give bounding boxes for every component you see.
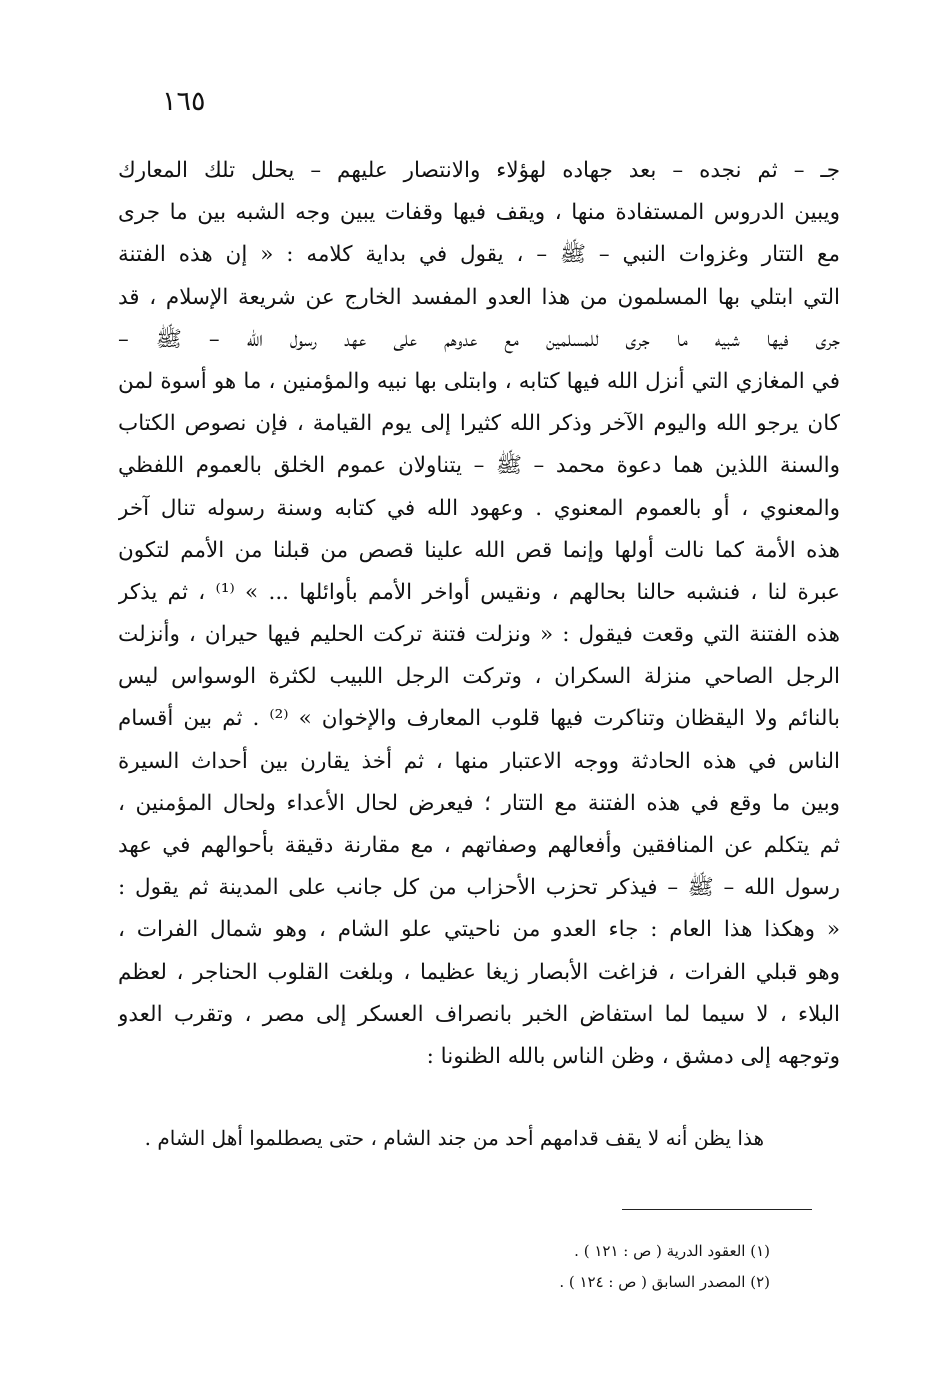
body-line: رسول الله – ﷺ – فيذكر تحزب الأحزاب من كل جانب على المدينة ثم يقول : <box>118 875 840 901</box>
body-line: التي ابتلي بها المسلمون من هذا العدو المفسد الخارج عن شريعة الإسلام ، قد <box>118 284 840 310</box>
page-number: ١٦٥ <box>162 86 206 117</box>
quote-line: هذا يظن أنه لا يقف قدامهم أحد من جند الشام ، حتى يصطلموا أهل الشام . <box>144 1126 764 1150</box>
body-line: الرجل الصاحي منزلة السكران ، وتركت الرجل اللبيب لكثرة الوسواس ليس <box>118 664 840 690</box>
body-line: هذه الأمة كما نالت أولها وإنما قص الله علينا قصص من قبلنا من الأمم لتكون <box>118 537 840 563</box>
body-line: هذه الفتنة التي وقعت فيقول : « ونزلت فتنة تركت الحليم فيها حيران ، وأنزلت <box>118 622 840 648</box>
body-line: البلاء ، لا سيما لما استفاض الخبر بانصراف العسكر إلى مصر ، وتقرب العدو <box>118 1001 840 1027</box>
body-line: وبين ما وقع في هذه الفتنة مع التتار ؛ فيعرض لحال الأعداء ولحال المؤمنين ، <box>118 790 840 816</box>
body-line: كان يرجو الله واليوم الآخر وذكر الله كثيرا إلى يوم القيامة ، فإن نصوص الكتاب <box>118 411 840 437</box>
body-line: الناس في هذه الحادثة ووجه الاعتبار منها ، ثم أخذ يقارن بين أحداث السيرة <box>118 748 840 774</box>
body-line: ويبين الدروس المستفادة منها ، ويقف فيها وقفات يبين وجه الشبه بين ما جرى <box>118 200 840 226</box>
body-line: عبرة لنا ، فنشبه حالنا بحالهم ، ونقيس أواخر الأمم بأوائلها ... » ⁽¹⁾ ، ثم يذكر <box>118 579 840 605</box>
body-line: والسنة اللذين هما دعوة محمد – ﷺ – يتناولان عموم الخلق بالعموم اللفظي <box>118 453 840 479</box>
body-line: مع التتار وغزوات النبي – ﷺ – ، يقول في بداية كلامه : « إن هذه الفتنة <box>118 242 840 268</box>
footnote: (١) العقود الدرية ( ص : ١٢١ ) . <box>574 1242 770 1260</box>
footnote: (٢) المصدر السابق ( ص : ١٢٤ ) . <box>559 1273 770 1291</box>
body-line: « وهكذا هذا العام : جاء العدو من ناحيتي علو الشام ، وهو شمال الفرات ، <box>118 917 840 943</box>
body-line: جرى فيها شبيه ما جرى للمسلمين مع عدوهم على عهد رسول الله – ﷺ – <box>118 326 840 352</box>
body-line: جـ – ثم نجده – بعد جهاده لهؤلاء والانتصار عليهم – يحلل تلك المعارك <box>118 158 840 183</box>
body-line: وهو قبلي الفرات ، فزاغت الأبصار زيغا عظيما ، وبلغت القلوب الحناجر ، لعظم <box>118 959 840 985</box>
body-text <box>118 150 840 1078</box>
body-line: والمعنوي ، أو بالعموم المعنوي . وعهود الله في كتابه وسنة رسوله تنال آخر <box>118 495 840 521</box>
body-line: في المغازي التي أنزل الله فيها كتابه ، وابتلى بها نبيه والمؤمنين ، ما هو أسوة لمن <box>118 368 840 394</box>
body-line: ثم يتكلم عن المنافقين وأفعالهم وصفاتهم ، مع مقارنة دقيقة بأحوالهم في عهد <box>118 833 840 858</box>
footnotes <box>300 1236 770 1298</box>
body-line: وتوجهه إلى دمشق ، وظن الناس بالله الظنونا : <box>426 1043 840 1069</box>
body-line: بالنائم ولا اليقظان وتناكرت فيها قلوب المعارف والإخوان » ⁽²⁾ . ثم بين أقسام <box>118 706 840 732</box>
footnote-divider <box>622 1209 812 1210</box>
